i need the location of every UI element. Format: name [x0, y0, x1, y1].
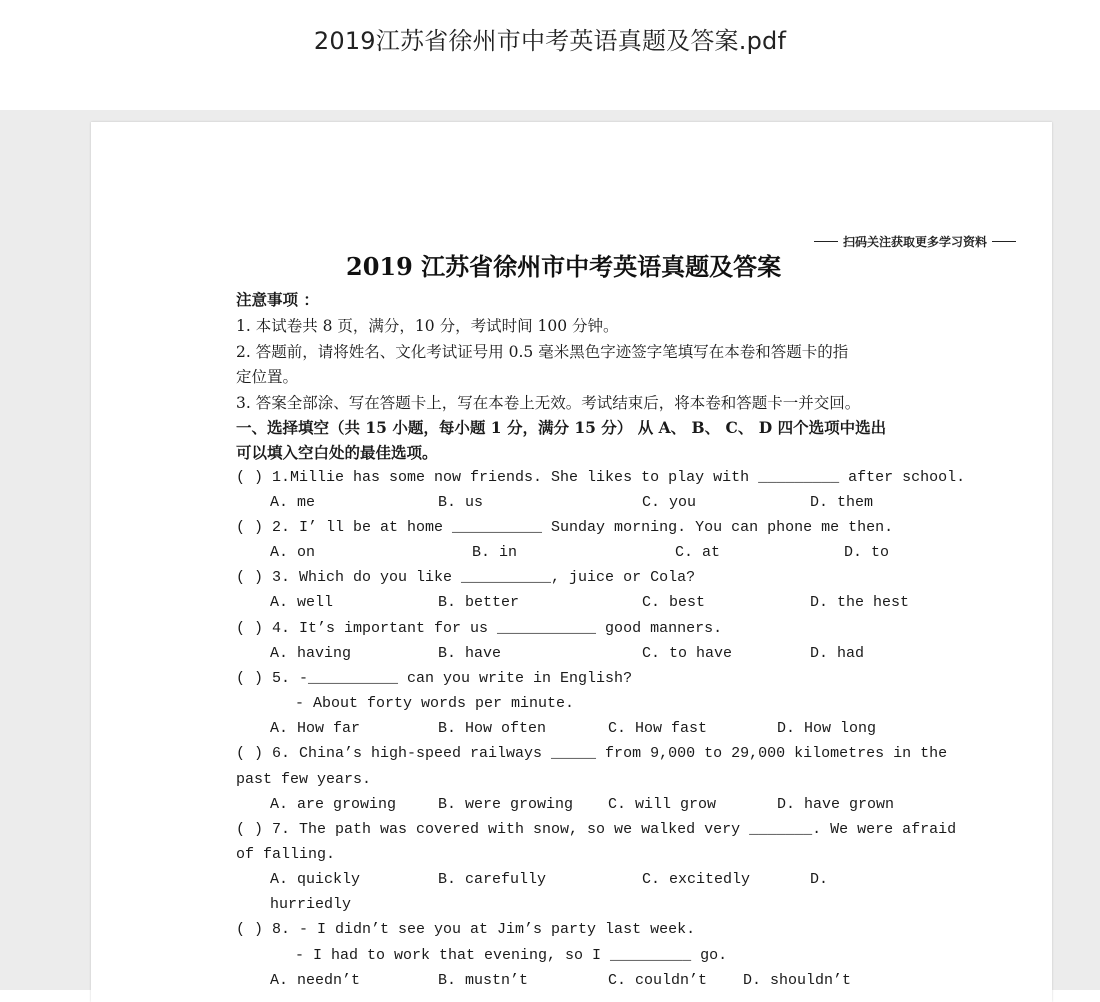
question-8: ( ) 8. - I didn’t see you at Jim’s party last week. [236, 921, 696, 938]
question-7: ( ) 7. The path was covered with snow, so we walked very _______. We were afraid [236, 821, 957, 838]
option-d: D. the hest [810, 594, 910, 611]
question-8-reply: - I had to work that evening, so I _________ go. [295, 947, 728, 964]
option-b: B. better [438, 594, 520, 611]
option-d: D. to [844, 544, 890, 561]
qr-note [809, 233, 1021, 250]
option-d: D. had [810, 645, 865, 662]
divider [814, 241, 838, 243]
question-6-cont: past few years. [236, 771, 372, 788]
option-c: C. excitedly [642, 871, 751, 888]
option-c: C. will grow [608, 796, 717, 813]
pdf-page [91, 122, 1052, 1002]
option-c: C. you [642, 494, 697, 511]
option-c: C. at [675, 544, 721, 561]
question-6: ( ) 6. China’s high-speed railways _____ from 9,000 to 29,000 kilometres in the [236, 745, 948, 762]
viewer-header [0, 0, 1100, 110]
option-d: D. shouldn’t [743, 972, 852, 989]
notice-item: 3. 答案全部涂、写在答题卡上，写在本卷上无效。考试结束后，将本卷和答题卡一并交回。 [236, 394, 861, 412]
notice-item: 定位置。 [236, 368, 299, 386]
question-1: ( ) 1.Millie has some now friends. She likes to play with _________ after school. [236, 469, 966, 486]
option-b: B. How often [438, 720, 547, 737]
document-title: 2019江苏省徐州市中考英语真题及答案.pdf [313, 27, 787, 55]
option-a: A. me [270, 494, 316, 511]
option-c: C. How fast [608, 720, 708, 737]
option-a: A. on [270, 544, 316, 561]
question-5: ( ) 5. -__________ can you write in English? [236, 670, 633, 687]
option-b: B. mustn’t [438, 972, 529, 989]
option-b: B. have [438, 645, 502, 662]
option-b: B. were growing [438, 796, 574, 813]
option-c: C. to have [642, 645, 733, 662]
qr-note-text: 扫码关注获取更多学习资料 [843, 235, 988, 249]
notice-item: 1. 本试卷共 8 页，满分，10 分，考试时间 100 分钟。 [236, 317, 619, 335]
divider [992, 241, 1016, 243]
option-c: C. couldn’t [608, 972, 708, 989]
option-a: A. needn’t [270, 972, 361, 989]
option-b: B. in [472, 544, 518, 561]
pdf-viewer[interactable] [0, 110, 1100, 990]
question-2: ( ) 2. I’ ll be at home __________ Sunday morning. You can phone me then. [236, 519, 894, 536]
question-5-reply: - About forty words per minute. [295, 695, 575, 712]
option-d: D. [810, 871, 829, 888]
option-a: A. are growing [270, 796, 397, 813]
option-a: A. having [270, 645, 352, 662]
option-d: D. have grown [777, 796, 895, 813]
notice-item: 2. 答题前，请将姓名、文化考试证号用 0.5 毫米黑色字迹签字笔填写在本卷和答题卡的指 [236, 343, 849, 361]
exam-title: 2019 江苏省徐州市中考英语真题及答案 [346, 252, 782, 281]
option-b: B. us [438, 494, 484, 511]
option-b: B. carefully [438, 871, 547, 888]
option-a: A. How far [270, 720, 361, 737]
section-heading: 可以填入空白处的最佳选项。 [236, 443, 438, 462]
option-a: A. quickly [270, 871, 361, 888]
question-3: ( ) 3. Which do you like __________, juice or Cola? [236, 569, 696, 586]
option-a: A. well [270, 594, 334, 611]
option-d: D. them [810, 494, 874, 511]
notice-heading: 注意事项 ： [236, 290, 319, 309]
section-heading: 一、选择填空（共 15 小题，每小题 1 分，满分 15 分） 从 A、 B、 C、 D 四个选项中选出 [236, 418, 887, 437]
question-7-cont: of falling. [236, 846, 336, 863]
question-4: ( ) 4. It’s important for us ___________ good manners. [236, 620, 723, 637]
option-c: C. best [642, 594, 706, 611]
option-d-cont: hurriedly [270, 896, 352, 913]
option-d: D. How long [777, 720, 877, 737]
